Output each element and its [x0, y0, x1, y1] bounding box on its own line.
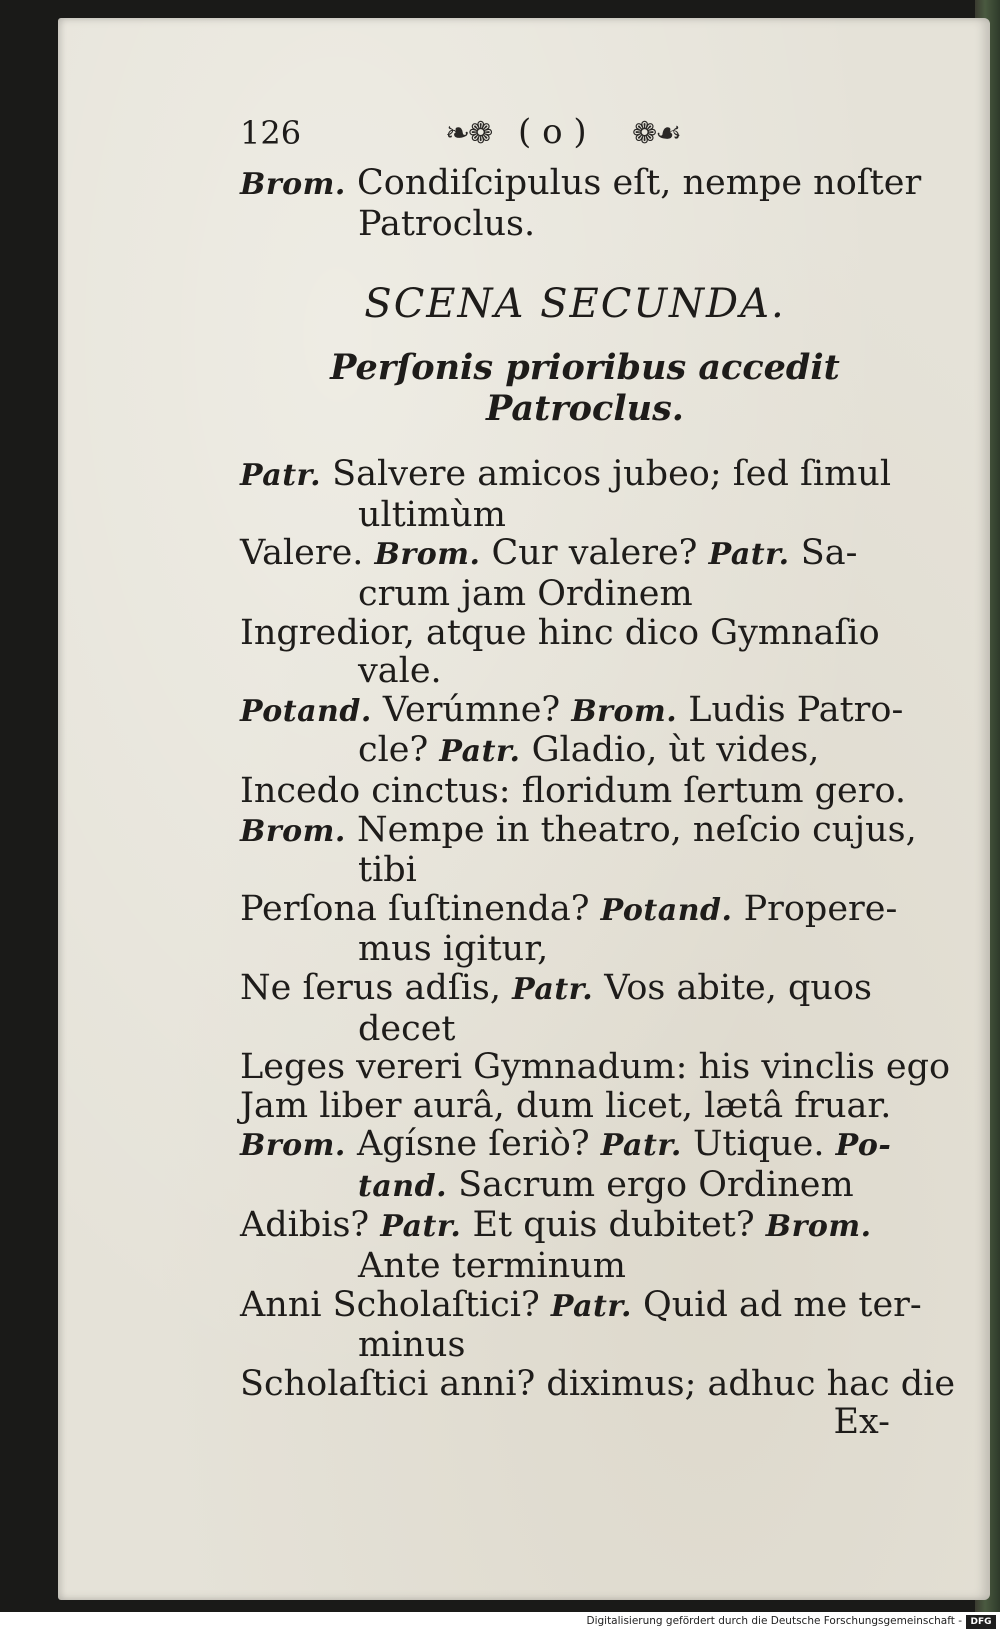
line-text: Adibis? — [240, 1205, 381, 1246]
line-text: vale. — [358, 651, 442, 692]
text-line — [240, 1125, 930, 1166]
speaker-label: tand. — [358, 1168, 448, 1204]
text-line — [240, 1247, 930, 1286]
line-text: mus igitur, — [358, 929, 549, 970]
funding-credit: Digitalisierung gefördert durch die Deutsche Forschungsgemeinschaft - — [586, 1615, 962, 1627]
text-line — [240, 614, 930, 653]
text-line — [240, 455, 930, 496]
line-text: Gladio, ùt vides, — [520, 730, 820, 771]
running-head — [240, 108, 930, 164]
line-text: ultimùm — [358, 494, 506, 535]
line-text: Scholaſtici anni? diximus; adhuc hac die — [240, 1363, 956, 1404]
line-text: tibi — [358, 850, 417, 891]
speaker-label: Brom. — [374, 537, 481, 573]
text-line — [240, 575, 930, 614]
speaker-label: Potand. — [600, 892, 733, 928]
speaker-label: Po- — [835, 1128, 892, 1164]
text-line — [240, 1166, 930, 1207]
text-line — [240, 1087, 930, 1126]
line-text: Ludis Patro- — [677, 689, 904, 730]
speaker-label: Patr. — [240, 458, 322, 494]
line-text: Perſona ſuſtinenda? — [240, 888, 601, 929]
text-line — [240, 1363, 956, 1404]
line-text: Utique. — [681, 1124, 836, 1165]
text-line — [240, 890, 930, 931]
text-line — [240, 1206, 930, 1247]
speaker-label: Patr. — [380, 1209, 462, 1245]
text-line — [240, 1286, 930, 1327]
speaker-label: Patr. — [708, 537, 790, 573]
ornament-right-icon: ❁☙ — [632, 116, 681, 151]
text-block — [240, 108, 956, 1443]
speaker-label: Patr. — [550, 1288, 632, 1324]
line-text: Agísne ſeriò? — [345, 1124, 601, 1165]
line-text: crum jam Ordinem — [358, 573, 693, 614]
text-line — [240, 1047, 951, 1088]
speaker-label: Brom. — [765, 1209, 872, 1245]
line-text: decet — [358, 1008, 456, 1049]
speaker-label: Patr. — [512, 971, 594, 1007]
dfg-logo: DFG — [966, 1615, 996, 1629]
book-page — [58, 18, 990, 1600]
speaker-label: Brom. — [571, 693, 678, 729]
line-text: Et quis dubitet? — [461, 1205, 766, 1246]
text-line — [240, 691, 930, 732]
text-line — [240, 811, 930, 852]
line-text: Valere. — [240, 533, 375, 574]
page-number: 126 — [240, 114, 302, 152]
line-text: Verúmne? — [371, 689, 572, 730]
text-line — [240, 969, 930, 1010]
speaker-label: Brom. — [240, 813, 346, 849]
scene-title: SCENA SECUNDA. — [364, 281, 786, 328]
speaker-label: Brom. — [240, 1128, 346, 1164]
line-text: Ante terminum — [358, 1246, 626, 1287]
text-line — [240, 496, 930, 535]
text-line — [240, 534, 930, 575]
text-line — [240, 731, 930, 772]
line-text: Propere- — [732, 888, 898, 929]
text-line — [240, 930, 930, 969]
line-text: Vos abite, quos — [593, 967, 872, 1008]
line-text: Condiſcipulus eſt, nempe noſter — [345, 163, 922, 203]
text-line — [240, 164, 930, 205]
line-text: Sacrum ergo Ordinem — [447, 1164, 854, 1205]
line-text: Ex- — [833, 1402, 890, 1443]
text-line — [240, 205, 930, 244]
line-text: Quid ad me ter- — [631, 1284, 922, 1325]
speaker-label: Brom. — [240, 167, 346, 202]
speaker-label: Patr. — [439, 734, 521, 770]
catchword — [240, 1403, 930, 1442]
line-text: Sa- — [789, 533, 858, 574]
line-text: Cur valere? — [480, 533, 709, 574]
line-text: Nempe in theatro, neſcio cujus, — [345, 809, 917, 850]
line-text: Anni Scholaſtici? — [240, 1284, 551, 1325]
line-text: cle? — [358, 730, 440, 771]
ornament-left-icon: ❧❁ — [445, 116, 492, 151]
line-text: Ingredior, atque hinc dico Gymnaſio — [240, 612, 880, 653]
text-line — [240, 1010, 930, 1049]
speaker-label: Patr. — [600, 1128, 682, 1164]
line-text: Jam liber aurâ, dum licet, lætâ fruar. — [240, 1085, 892, 1126]
text-line — [240, 772, 930, 811]
line-text: Leges vereri Gymnadum: his vinclis ego — [240, 1047, 951, 1088]
line-text: Ne ſerus adſis, — [240, 967, 513, 1008]
line-text: Salvere amicos jubeo; ſed ſimul — [321, 454, 892, 495]
line-text: Patroclus. — [358, 203, 536, 244]
text-line — [240, 851, 930, 890]
text-line — [240, 1326, 930, 1365]
footer-bar — [0, 1612, 1000, 1632]
text-line — [240, 652, 930, 691]
folio-mark: ( o ) — [518, 112, 587, 152]
line-text: minus — [358, 1325, 466, 1366]
speaker-label: Potand. — [240, 693, 372, 729]
scene-subtitle: Perſonis prioribus accedit Patroclus. — [330, 347, 840, 430]
line-text: Incedo cinctus: floridum ſertum gero. — [240, 770, 907, 811]
